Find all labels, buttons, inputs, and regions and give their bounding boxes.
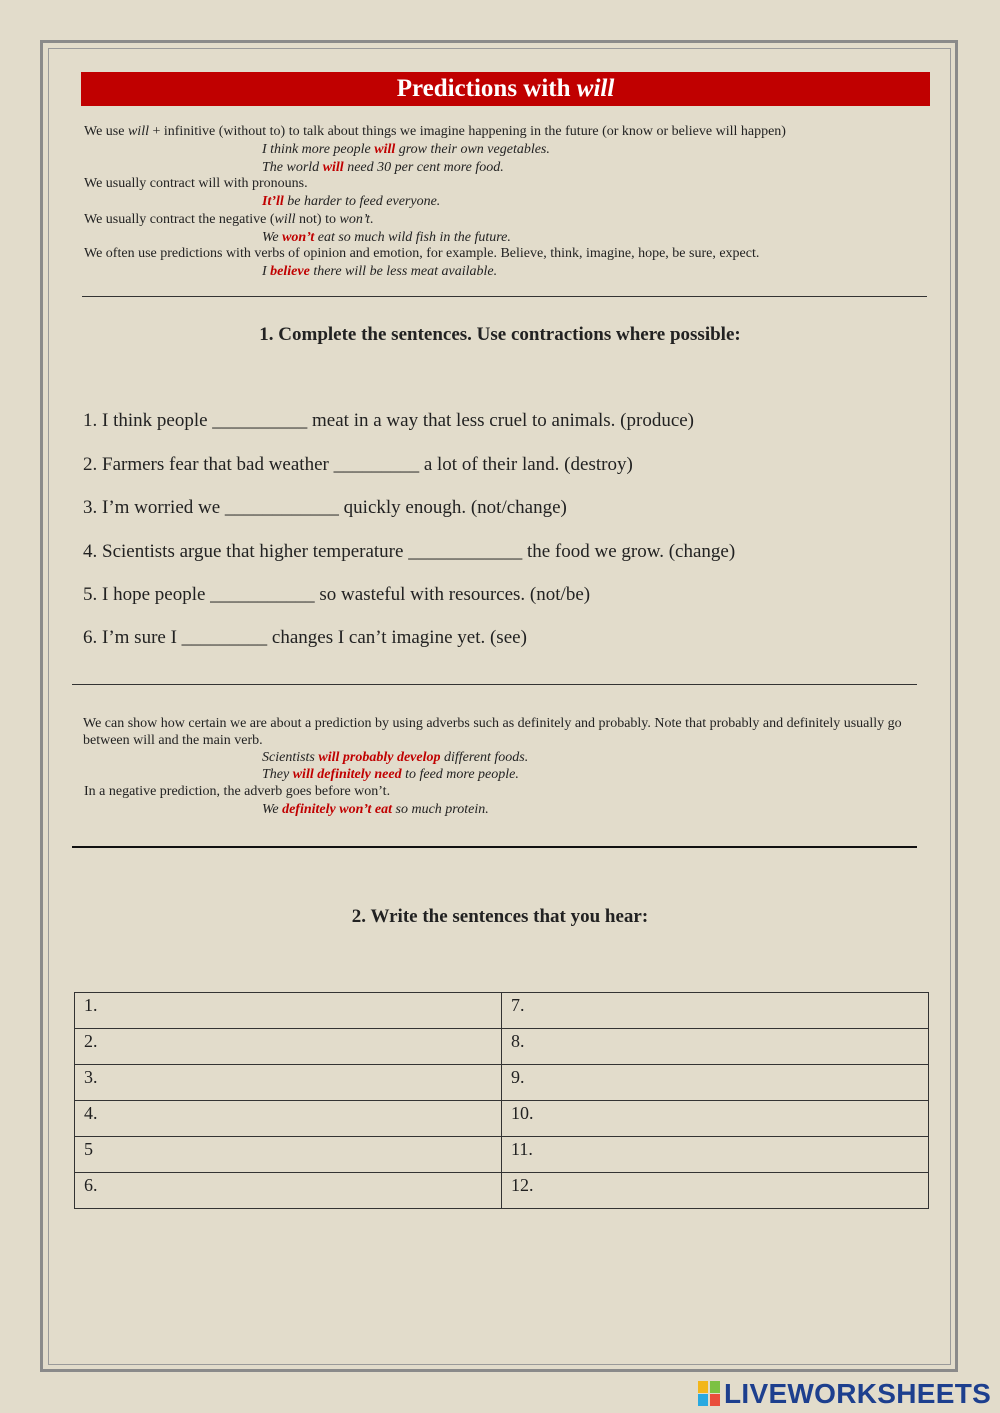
answer-cell[interactable]: 6. [75, 1173, 502, 1209]
example-sentence: I think more people will grow their own vegetables. [262, 142, 550, 157]
grammar-intro: We use will + infinitive (without to) to talk about things we imagine happening in the future (or know or believe will happen) [84, 124, 786, 139]
divider [72, 846, 917, 848]
answer-cell[interactable]: 9. [502, 1065, 929, 1101]
answer-cell[interactable]: 7. [502, 993, 929, 1029]
exercise1-item[interactable]: 3. I’m worried we ____________ quickly enough. (not/change) [83, 497, 567, 518]
exercise1-item[interactable]: 4. Scientists argue that higher temperature ____________ the food we grow. (change) [83, 541, 736, 562]
grammar-rule: We often use predictions with verbs of opinion and emotion, for example. Believe, think, imagine, hope, be sure, expect. [84, 246, 760, 261]
table-row [75, 993, 929, 1029]
logo-mark-icon [698, 1381, 722, 1407]
answer-table [74, 992, 929, 1209]
logo-text: LIVEWORKSHEETS [724, 1378, 992, 1409]
answer-cell[interactable]: 8. [502, 1029, 929, 1065]
exercise1-item[interactable]: 6. I’m sure I _________ changes I can’t imagine yet. (see) [83, 627, 527, 648]
example-sentence: We definitely won’t eat so much protein. [262, 802, 489, 817]
divider [82, 296, 927, 297]
example-sentence: I believe there will be less meat available. [262, 264, 498, 279]
example-sentence: Scientists will probably develop different foods. [262, 750, 529, 765]
exercise1-heading: 1. Complete the sentences. Use contractions where possible: [259, 324, 741, 345]
answer-cell[interactable]: 2. [75, 1029, 502, 1065]
table-row [75, 1029, 929, 1065]
example-sentence: It’ll be harder to feed everyone. [262, 194, 441, 209]
example-sentence: The world will need 30 per cent more food. [262, 160, 504, 175]
table-row [75, 1173, 929, 1209]
answer-cell[interactable]: 1. [75, 993, 502, 1029]
divider [72, 684, 917, 685]
table-row [75, 1101, 929, 1137]
answer-cell[interactable]: 11. [502, 1137, 929, 1173]
liveworksheets-logo[interactable] [698, 1378, 991, 1410]
table-row [75, 1065, 929, 1101]
answer-cell[interactable]: 5 [75, 1137, 502, 1173]
grammar-rule: We usually contract will with pronouns. [84, 176, 308, 191]
exercise1-item[interactable]: 1. I think people __________ meat in a way that less cruel to animals. (produce) [83, 410, 695, 431]
grammar-intro: We can show how certain we are about a prediction by using adverbs such as definitely and probably. Note that probably and definitely usually go between will and the main verb. [83, 716, 902, 748]
page-title: Predictions with will [81, 72, 930, 106]
grammar-rule: We usually contract the negative (will not) to won’t. [84, 212, 374, 227]
grammar-rule: In a negative prediction, the adverb goes before won’t. [84, 784, 391, 799]
answer-cell[interactable]: 3. [75, 1065, 502, 1101]
answer-cell[interactable]: 10. [502, 1101, 929, 1137]
answer-cell[interactable]: 4. [75, 1101, 502, 1137]
example-sentence: They will definitely need to feed more people. [262, 767, 519, 782]
example-sentence: We won’t eat so much wild fish in the future. [262, 230, 511, 245]
table-row [75, 1137, 929, 1173]
exercise2-heading: 2. Write the sentences that you hear: [351, 906, 649, 927]
exercise1-item[interactable]: 2. Farmers fear that bad weather _________ a lot of their land. (destroy) [83, 454, 633, 475]
exercise1-item[interactable]: 5. I hope people ___________ so wasteful with resources. (not/be) [83, 584, 591, 605]
answer-cell[interactable]: 12. [502, 1173, 929, 1209]
